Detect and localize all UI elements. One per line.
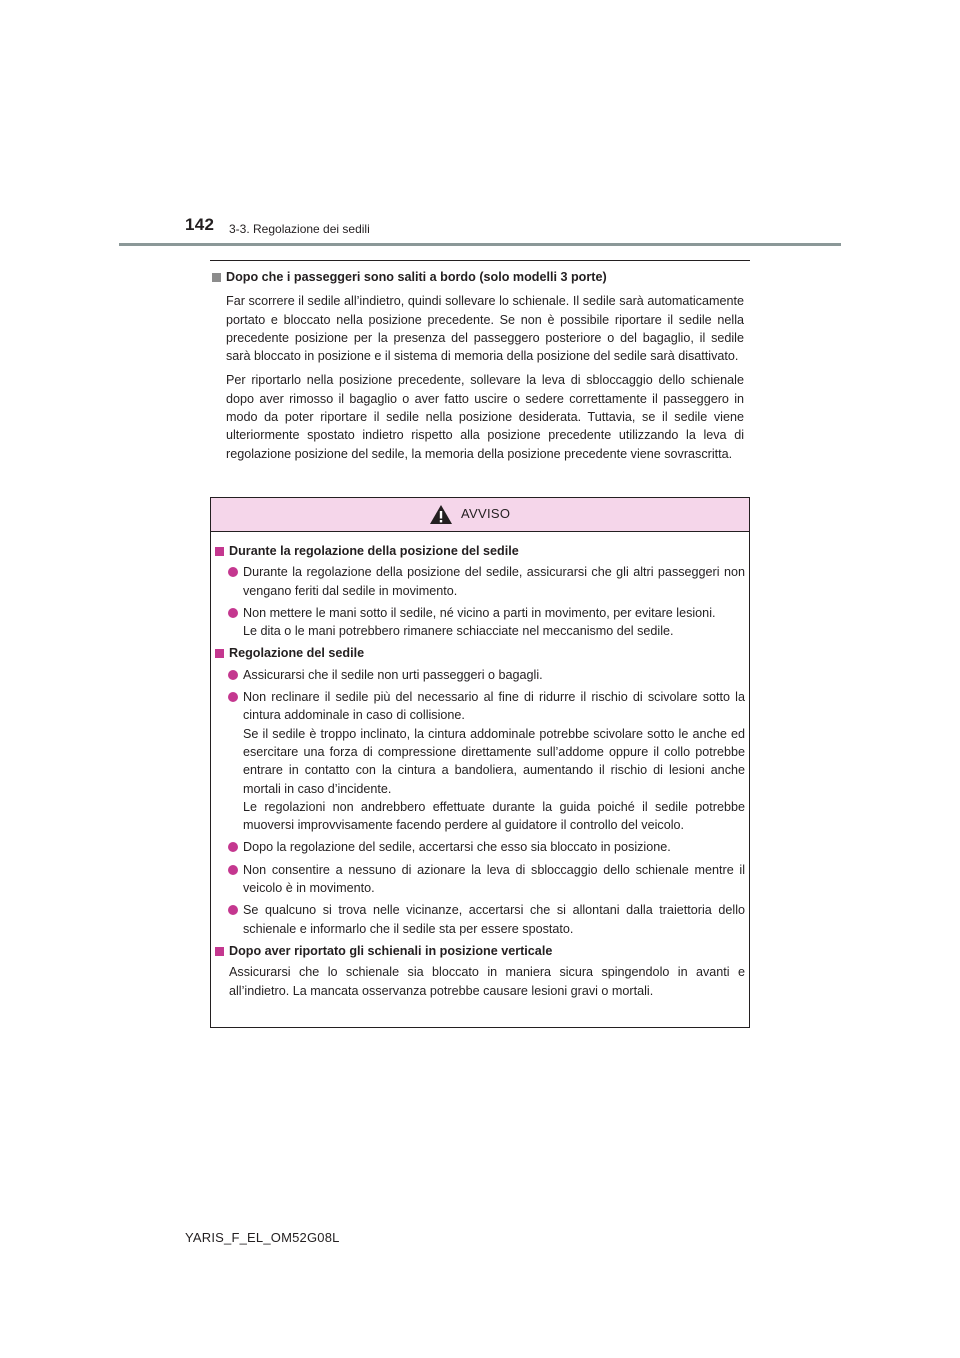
warning-section-heading-text: Regolazione del sedile (229, 646, 365, 661)
warning-bullet (215, 563, 745, 600)
intro-heading (211, 268, 744, 286)
warning-bullet (215, 604, 745, 641)
square-bullet-icon (215, 649, 224, 658)
warning-section-heading-text: Dopo aver riportato gli schienali in posizione verticale (229, 943, 553, 958)
intro-paragraph: Per riportarlo nella posizione precedente, sollevare la leva di sbloccaggio dello schienale dopo aver rimosso il bagaglio o aver fatto uscire o sedere correttamente il passeggero in modo da poter riportare il sedile nella posizione desiderata. Tuttavia, se il sedile viene ulteriormente spostato indietro rispetto alla posizione precedente utilizzando la leva di regolazione posizione del sedile, la memoria della posizione precedente viene sovrascritta. (226, 373, 744, 461)
dot-bullet-icon (228, 865, 238, 875)
warning-title: AVVISO (461, 506, 511, 521)
intro-content (211, 268, 744, 463)
warning-header (211, 498, 749, 532)
intro-paragraph: Far scorrere il sedile all’indietro, quindi sollevare lo schienale. Il sedile sarà automaticamente portato e bloccato nella posizione precedente. Se non è possibile riportare il sedile nella precedente posizione per la presenza del passeggero posteriore o del bagaglio, il sedile sarà bloccato in posizione e il sistema di memoria della posizione del sedile sarà disattivato. (226, 294, 744, 364)
square-bullet-icon (215, 547, 224, 556)
warning-bullet-line: Assicurarsi che il sedile non urti passeggeri o bagagli. (243, 667, 543, 682)
dot-bullet-icon (228, 608, 238, 618)
dot-bullet-icon (228, 692, 238, 702)
warning-bullet-line: Se il sedile è troppo inclinato, la cintura addominale potrebbe scivolare sotto le anche ed esercitare una forza di compressione direttamente sull’addome oppure il collo potrebbe entrare in contatto con la cintura a bandoliera, aumentando il rischio di lesioni anche mortali in caso d’incidente. (243, 726, 745, 796)
warning-section-heading (215, 644, 745, 662)
warning-bullet-line: Se qualcuno si trova nelle vicinanze, accertarsi che si allontani dalla traiettoria dello schienale e informarlo che il sedile sta per essere spostato. (243, 903, 745, 936)
warning-box (210, 497, 750, 1028)
warning-section-heading-text: Durante la regolazione della posizione del sedile (229, 544, 519, 558)
warning-section-heading (215, 542, 745, 560)
warning-body (215, 542, 745, 1000)
dot-bullet-icon (228, 567, 238, 577)
content-top-rule (210, 260, 750, 261)
warning-bullet (215, 901, 745, 938)
warning-bullet (215, 861, 745, 898)
warning-section-heading (215, 942, 745, 960)
dot-bullet-icon (228, 842, 238, 852)
warning-bullet-line: Le dita o le mani potrebbero rimanere schiacciate nel meccanismo del sedile. (243, 624, 674, 639)
header-rule (119, 243, 841, 246)
warning-bullet-line: Dopo la regolazione del sedile, accertarsi che esso sia bloccato in posizione. (243, 840, 671, 855)
warning-bullet-line: Non reclinare il sedile più del necessario al fine di ridurre il rischio di scivolare sotto la cintura addominale in caso di collisione. (243, 690, 745, 723)
footer-code: YARIS_F_EL_OM52G08L (185, 1230, 340, 1245)
warning-bullet-line: Le regolazioni non andrebbero effettuate durante la guida poiché il sedile potrebbe muoversi improvvisamente facendo perdere al guidatore il controllo del veicolo. (243, 799, 745, 833)
square-bullet-icon (212, 273, 221, 282)
square-bullet-icon (215, 947, 224, 956)
warning-bullet (215, 666, 745, 684)
warning-bullet-line: Non mettere le mani sotto il sedile, né vicino a parti in movimento, per evitare lesioni. (243, 605, 716, 620)
dot-bullet-icon (228, 670, 238, 680)
intro-heading-text: Dopo che i passeggeri sono saliti a bordo (solo modelli 3 porte) (226, 270, 607, 284)
section-title: 3-3. Regolazione dei sedili (229, 222, 370, 236)
warning-paragraph: Assicurarsi che lo schienale sia bloccato in maniera sicura spingendolo in avanti e all’indietro. La mancata osservanza potrebbe causare lesioni gravi o mortali. (229, 965, 745, 998)
warning-bullet-line: Durante la regolazione della posizione del sedile, assicurarsi che gli altri passeggeri non vengano feriti dal sedile in movimento. (243, 565, 745, 598)
warning-bullet-line: Non consentire a nessuno di azionare la leva di sbloccaggio dello schienale mentre il veicolo è in movimento. (243, 862, 745, 896)
warning-bullet (215, 688, 745, 834)
dot-bullet-icon (228, 905, 238, 915)
warning-bullet (215, 838, 745, 856)
warning-triangle-icon (429, 504, 453, 525)
page-number: 142 (185, 215, 215, 234)
